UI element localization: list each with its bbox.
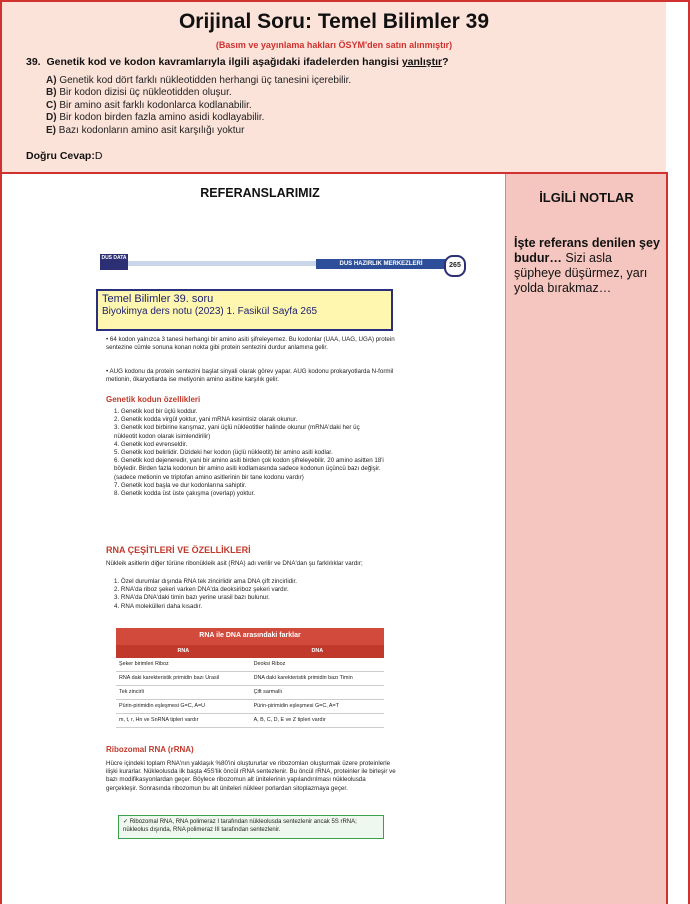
- option-a[interactable]: [46, 75, 351, 87]
- genetic-code-list: [114, 408, 384, 498]
- bullet-2: • 64 kodon yalnızca 3 tanesi herhangi bir amino asiti şifreleyemez. Bu kodonlar (UAA, UAG, UGA) protein sentezine cümle sonuna konan nokta gibi protein sentezini durdur anlamına gelir.: [106, 336, 395, 352]
- section-heading-rna: RNA ÇEŞİTLERİ VE ÖZELLİKLERİ: [106, 545, 251, 555]
- table-header: RNA: [116, 645, 251, 658]
- table-cell: m, t, r, Hn ve SnRNA tipleri vardır: [116, 714, 251, 728]
- table-cell: Pürin-pirimidin eşleşmesi G=C, A=T: [251, 700, 384, 714]
- question-stem: [26, 56, 449, 68]
- option-d[interactable]: [46, 112, 351, 124]
- table-cell: Çift sarmallı: [251, 686, 384, 700]
- table-cell: Tek zincirli: [116, 686, 251, 700]
- table-cell: A, B, C, D, E ve Z tipleri vardır: [251, 714, 384, 728]
- list-item: 1. Genetik kod bir üçlü koddur.: [114, 408, 198, 415]
- list-item: 3. RNA'da DNA'daki timin bazı yerine urasil bazı bulunur.: [114, 594, 270, 602]
- list-item: 5. Genetik kod belirlidir. Dizideki her kodon (üçlü nükleotit) bir amino asiti kodlar.: [114, 449, 333, 457]
- option-letter: D): [46, 112, 57, 124]
- list-item: 7. Genetik kod başla ve dur kodonlarına sahiptir.: [114, 481, 247, 489]
- list-item: 2. RNA'da riboz şekeri varken DNA'da deoksiriboz şekeri vardır.: [114, 586, 289, 594]
- correct-answer: [26, 150, 102, 162]
- option-text: Bir kodon dizisi üç nükleotidden oluşur.: [59, 87, 232, 99]
- option-letter: B): [46, 87, 57, 99]
- list-item-text: RNA molekülleri daha kısadır.: [120, 602, 203, 610]
- reference-page-image: [88, 248, 461, 848]
- question-stem-text: Genetik kod ve kodon kavramlarıyla ilgili aşağıdaki ifadelerden hangisi: [46, 56, 402, 68]
- table-row: [116, 672, 384, 686]
- option-letter: E): [46, 124, 56, 136]
- notes-text: [514, 236, 662, 296]
- bullet-text: 64 kodon yalnızca 3 tanesi herhangi bir amino asiti şifreleyemez. Bu kodonlar (UAA, UAG, UGA) protein sentezine cümle sonuna konan nokta gibi protein sentezini durdur anlamına gelir.: [106, 336, 395, 352]
- list-item-text: Genetik kod bir üçlü koddur.: [120, 408, 198, 415]
- rna-dna-table: [116, 628, 384, 728]
- list-item: 1. Özel durumlar dışında RNA tek zincirlidir ama DNA çift zincirlidir.: [114, 578, 297, 585]
- list-item: 4. Genetik kod evrenseldir.: [114, 440, 188, 448]
- list-item-text: Genetik kod belirlidir. Dizideki her kodon (üçlü nükleotit) bir amino asiti kodlar.: [120, 449, 333, 457]
- answer-label: Doğru Cevap:: [26, 150, 95, 162]
- table-cell: Deoksi Riboz: [251, 658, 384, 672]
- question-number: 39.: [26, 56, 41, 68]
- copyright-note: (Basım ve yayınlama hakları ÖSYM'den satın alınmıştır): [215, 40, 453, 50]
- option-letter: C): [46, 99, 57, 111]
- section-heading-genetic-code: Genetik kodun özellikleri: [106, 395, 201, 404]
- rrna-note-box: ✓ Ribozomal RNA, RNA polimeraz I tarafından nükleolusda sentezlenir ancak 5S rRNA; nükleolus dışında, RNA polimeraz III tarafından sentezlenir.: [118, 815, 384, 839]
- rrna-text: Hücre içindeki toplam RNA'nın yaklaşık %80'ini oluştururlar ve ribozomları oluşturmak üzere proteinlerle ilişki kurarlar. Nükleolusda ilk başta 45S'lik öncül rRNA sentezlenir. Bu öncül rRNA, proteinler ile birleşir ve bazı modifikasyonlardan geçer. Böylece ribozomun alt ünitelerinin yapılandırılması nükleolusda gerçekleşir. Sonrasında ribozomun bu alt üniteleri nükleer porlardan sitoplazmaya geçer.: [106, 760, 396, 792]
- table-header: DNA: [251, 645, 384, 658]
- rna-list: [114, 578, 384, 611]
- bullet-3: • AUG kodonu da protein sentezini başlat sinyali olarak görev yapar. AUG kodonu prokaryotlarda N-formil metionin, ökaryotlarda ise metiyonin amino asitine karşılık gelir.: [106, 368, 394, 384]
- option-text: Bir amino asit farklı kodonlarca kodlanabilir.: [59, 99, 252, 111]
- table-caption: RNA ile DNA arasındaki farklar: [116, 628, 384, 645]
- notes-panel: [505, 174, 667, 904]
- table-row: [116, 658, 384, 672]
- list-item: 6. Genetik kod dejeneredir, yani bir amino asiti birden çok kodon şifreleyebilir. 20 amino asitten 18'i böyledir. Birden fazla kodonun bir amino asiti kodlamasında sadece kodonun üçüncü bazı değişir. (sadece metionin ve triptofan amino asitlerinin bir tane kodonu vardır): [114, 457, 384, 481]
- tag-line-2: Biyokimya ders notu (2023) 1. Fasikül Sayfa 265: [102, 306, 318, 317]
- notes-body: Sizi asla şüpheye düşürmez, yarı yolda bırakmaz…: [514, 251, 648, 295]
- dusdata-logo: DUS DATA: [100, 254, 128, 270]
- reference-tag: [96, 289, 393, 331]
- box-text: Ribozomal RNA, RNA polimeraz I tarafından nükleolusda sentezlenir ancak 5S rRNA; nükleolus dışında, RNA polimeraz III tarafından sentezlenir.: [123, 819, 357, 833]
- list-item: 2. Genetik kodda virgül yoktur, yani mRNA kesintisiz olarak okunur.: [114, 416, 298, 424]
- list-item-text: Özel durumlar dışında RNA tek zincirlidir ama DNA çift zincirlidir.: [120, 578, 297, 585]
- references-heading: REFERANSLARIMIZ: [200, 186, 320, 200]
- option-text: Bir kodon birden fazla amino asidi kodlayabilir.: [59, 112, 265, 124]
- table-cell: DNA daki karekteristik primidin bazı Timin: [251, 672, 384, 686]
- section-heading-rrna: Ribozomal RNA (rRNA): [106, 745, 194, 754]
- table-cell: RNA daki karekteristik primidin bazı Urasil: [116, 672, 251, 686]
- right-border: [666, 172, 668, 904]
- notes-heading: İLGİLİ NOTLAR: [539, 190, 634, 205]
- list-item: 4. RNA molekülleri daha kısadır.: [114, 602, 203, 610]
- list-item: 3. Genetik kod birbirine karışmaz, yani üçlü nükleotitler halinde okunur (mRNA'daki her üç nükleotit kodon olarak isimlendirilir): [114, 424, 360, 440]
- page-header-label: DUS HAZIRLIK MERKEZLERİ: [316, 259, 446, 269]
- options-list: [46, 75, 351, 137]
- option-text: Genetik kod dört farklı nükleotidden herhangi üç tanesini içerebilir.: [59, 75, 352, 86]
- list-item-text: Genetik kod evrenseldir.: [120, 440, 188, 448]
- option-e[interactable]: [46, 125, 351, 137]
- table-cell: Pürin-pirimidin eşleşmesi G=C, A=U: [116, 700, 251, 714]
- table-cell: Şeker birimleri Riboz: [116, 658, 251, 672]
- list-item-text: Genetik kod dejeneredir, yani bir amino asiti birden çok kodon şifreleyebilir. 20 amino asitten 18'i böyledir. Birden fazla kodonun bir amino asiti kodlamasında sadece kodonun üçüncü bazı değişir. (sadece metionin ve triptofan amino asitlerinin bir tane kodonu vardır): [114, 457, 384, 481]
- table-row: [116, 714, 384, 728]
- bullet-text: AUG kodonu da protein sentezini başlat sinyali olarak görev yapar. AUG kodonu prokaryotlarda N-formil metionin, ökaryotlarda ise metiyonin amino asitine karşılık gelir.: [106, 368, 394, 384]
- question-stem-end: ?: [442, 56, 449, 68]
- list-item-text: Genetik kodda üst üste çakışma (overlap) yoktur.: [120, 490, 256, 498]
- list-item-text: RNA'da DNA'daki timin bazı yerine urasil bazı bulunur.: [120, 594, 270, 602]
- table-row: [116, 700, 384, 714]
- list-item: 8. Genetik kodda üst üste çakışma (overlap) yoktur.: [114, 490, 256, 498]
- option-b[interactable]: [46, 87, 351, 99]
- list-item-text: Genetik kod başla ve dur kodonlarına sahiptir.: [120, 481, 247, 489]
- question-panel: [2, 2, 666, 174]
- answer-value: D: [94, 150, 103, 162]
- option-text: Bazı kodonların amino asit karşılığı yoktur: [58, 124, 245, 136]
- notes-bold: İşte referans denilen şey budur…: [514, 236, 660, 265]
- option-c[interactable]: [46, 100, 351, 112]
- list-item-text: Genetik kodda virgül yoktur, yani mRNA kesintisiz olarak okunur.: [120, 416, 298, 424]
- option-letter: A): [46, 75, 57, 86]
- page-number: 265: [444, 255, 466, 277]
- rna-intro: Nükleik asitlerin diğer türüne ribonükleik asit (RNA) adı verilir ve DNA'dan şu farklılıklar vardır;: [106, 560, 363, 567]
- table-row: [116, 686, 384, 700]
- page-title: Orijinal Soru: Temel Bilimler 39: [178, 10, 490, 33]
- list-item-text: RNA'da riboz şekeri varken DNA'da deoksiriboz şekeri vardır.: [120, 586, 289, 594]
- list-item-text: Genetik kod birbirine karışmaz, yani üçlü nükleotitler halinde okunur (mRNA'daki her üç nükleotit kodon olarak isimlendirilir): [114, 424, 360, 440]
- tag-line-1: Temel Bilimler 39. soru: [102, 293, 214, 305]
- question-stem-underlined: yanlıştır: [401, 56, 443, 68]
